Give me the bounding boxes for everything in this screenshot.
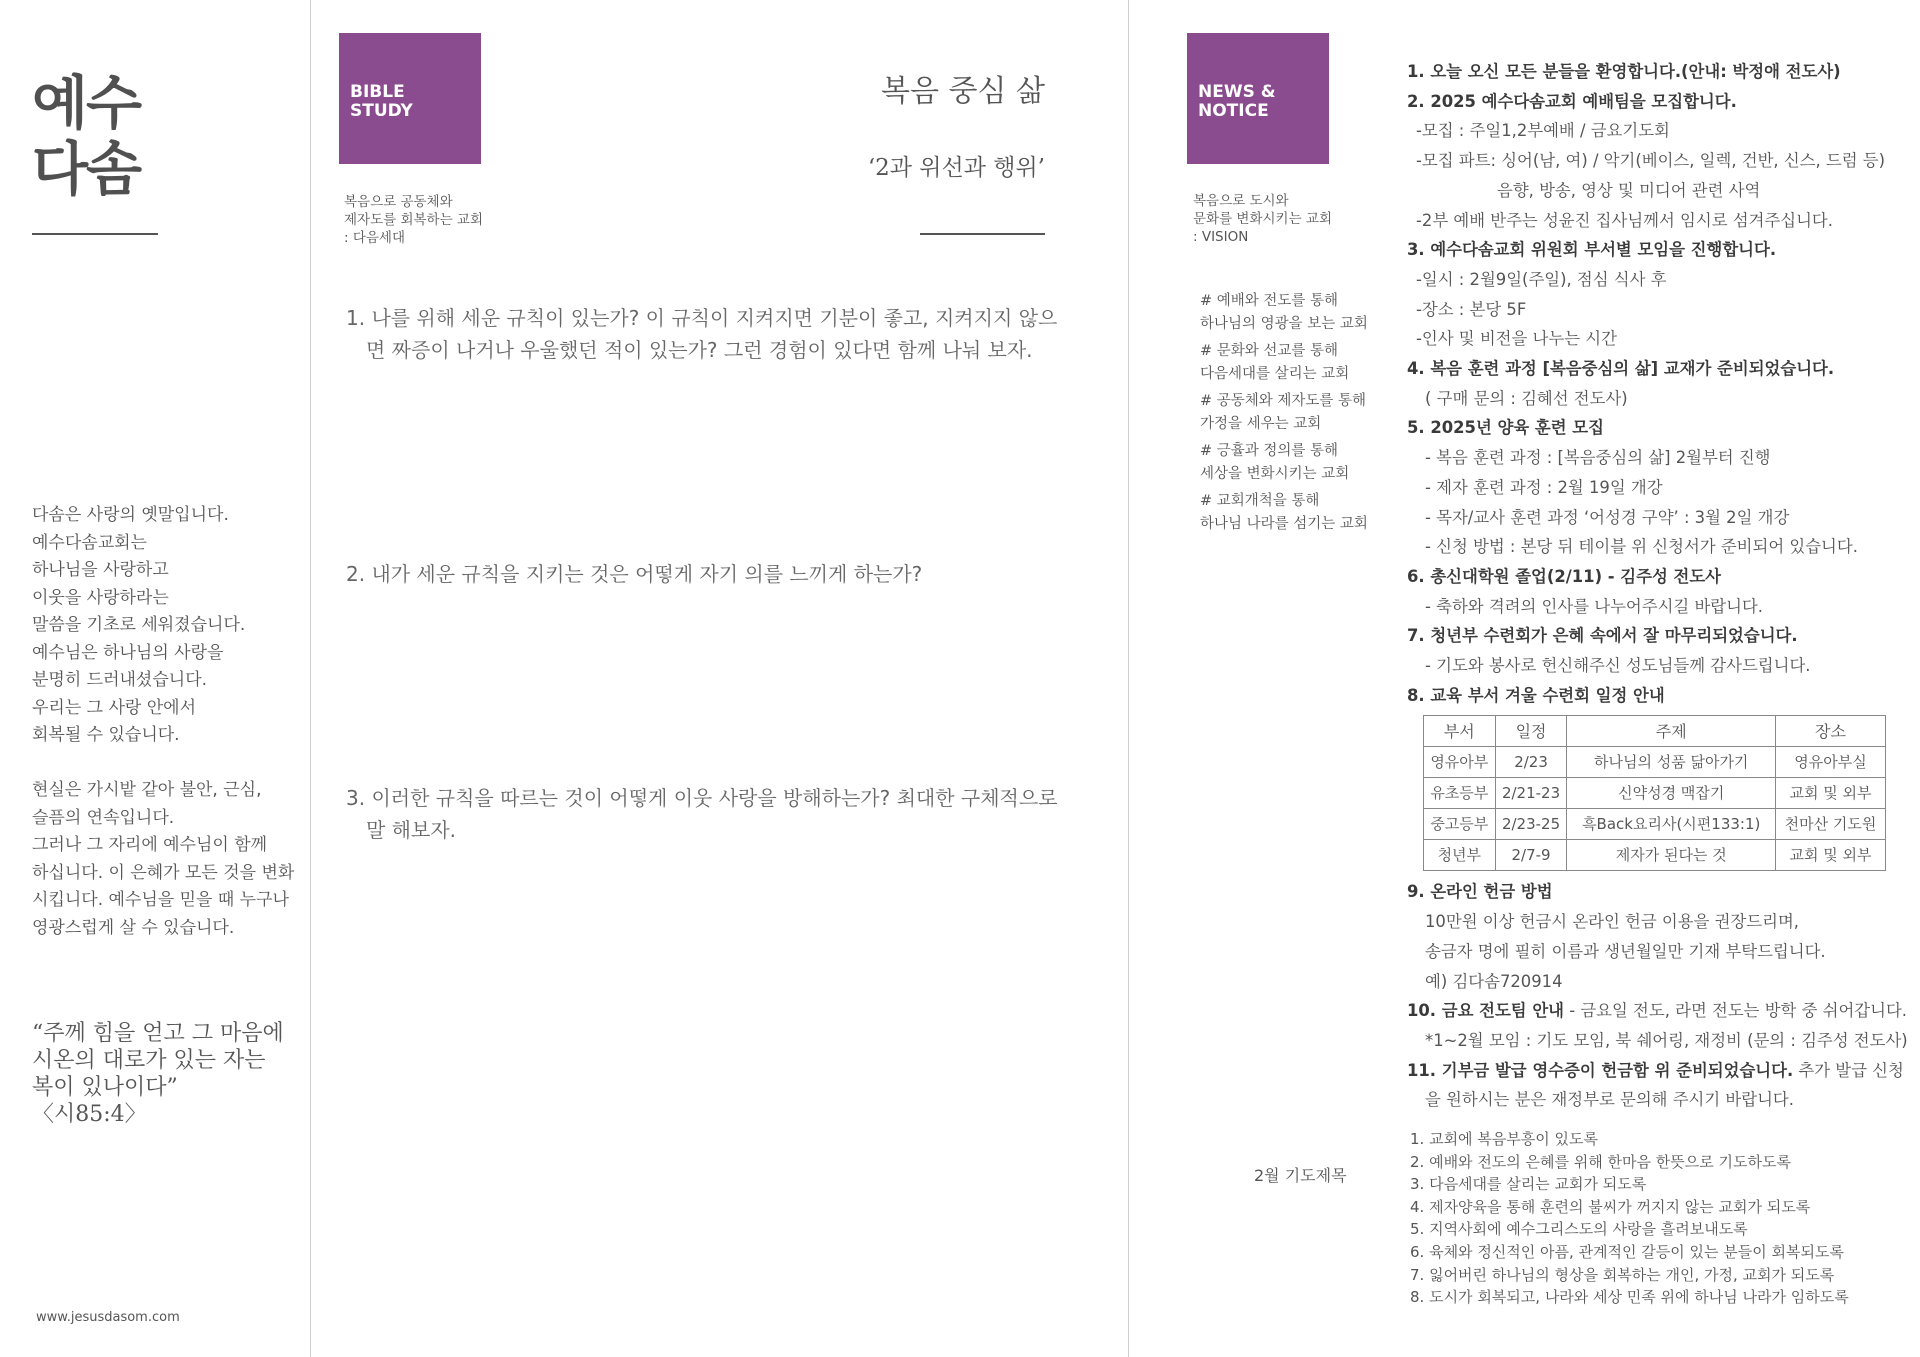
table-cell: 중고등부 <box>1424 809 1496 840</box>
subtitle-line: : 다음세대 <box>344 230 406 246</box>
notice-heading: 2. 2025 예수다솜교회 예배팀을 모집합니다. <box>1407 91 1737 111</box>
badge-line-1: BIBLE <box>350 82 405 102</box>
vision-line: # 공동체와 제자도를 통해 <box>1200 393 1367 409</box>
table-cell: 2/23-25 <box>1495 809 1567 840</box>
brand-line-2: 다솜 <box>32 135 141 203</box>
subtitle-line: 제자도를 회복하는 교회 <box>344 212 483 228</box>
intro-line: 그러나 그 자리에 예수님이 함께 <box>32 835 268 855</box>
vision-line: 세상을 변화시키는 교회 <box>1200 466 1350 482</box>
table-cell: 흑Back요리사(시편133:1) <box>1567 809 1775 840</box>
table-row <box>1424 778 1886 809</box>
notice-detail: - 기도와 봉사로 헌신해주신 성도님들께 감사드립니다. <box>1425 656 1811 676</box>
prayer-topic: 6. 육체와 정신적인 아픔, 관계적인 갈등이 있는 분들이 회복되도록 <box>1410 1242 1844 1261</box>
table-cell: 영유아부 <box>1424 747 1496 778</box>
verse-reference: 〈시85:4〉 <box>32 1102 147 1127</box>
intro-line: 분명히 드러내셨습니다. <box>32 670 208 690</box>
table-cell: 2/21-23 <box>1495 778 1567 809</box>
table-cell: 하나님의 성품 닮아가기 <box>1567 747 1775 778</box>
prayer-topic: 1. 교회에 복음부흥이 있도록 <box>1410 1130 1599 1148</box>
badge-line-2: STUDY <box>350 101 413 121</box>
notice-heading: 1. 오늘 오신 모든 분들을 환영합니다.(안내: 박정애 전도사) <box>1407 62 1841 81</box>
notice-group-a <box>1407 57 1899 710</box>
study-question-3: 3. 이러한 규칙을 따르는 것이 어떻게 이웃 사랑을 방해하는가? 최대한 구체적으로 말 해보자. <box>346 786 1058 842</box>
table-header-cell: 장소 <box>1775 716 1885 747</box>
table-row <box>1424 809 1886 840</box>
badge-line-2: NOTICE <box>1198 101 1269 121</box>
notice-group-b <box>1407 877 1908 1115</box>
table-header-row <box>1424 716 1886 747</box>
notice-heading: 3. 예수다솜교회 위원회 부서별 모임을 진행합니다. <box>1407 240 1777 260</box>
study-question-1: 1. 나를 위해 세운 규칙이 있는가? 이 규칙이 지켜지면 기분이 좋고, 지켜지지 않으면 짜증이 나거나 우울했던 적이 있는가? 그런 경험이 있다면 함께 나눠 보자. <box>346 306 1058 362</box>
verse-line: 복이 있나이다” <box>32 1075 178 1100</box>
notice-detail: ( 구매 문의 : 김혜선 전도사) <box>1425 388 1628 408</box>
intro-paragraph-2 <box>32 777 294 942</box>
table-header-cell: 주제 <box>1567 716 1775 747</box>
table-cell: 2/23 <box>1495 747 1567 778</box>
news-subtitle <box>1193 192 1332 246</box>
vision-line: # 긍휼과 정의를 통해 <box>1200 443 1339 459</box>
notice-detail: - 목자/교사 훈련 과정 ‘어성경 구약’ : 3월 2일 개강 <box>1425 507 1790 527</box>
study-title: 복음 중심 삶 <box>881 74 1045 109</box>
scripture-quote <box>32 1020 284 1128</box>
intro-line: 우리는 그 사랑 안에서 <box>32 697 197 718</box>
notice-text: - 금요일 전도, 라면 전도는 방학 중 쉬어갑니다. <box>1564 1001 1908 1021</box>
notice-text: 추가 발급 신청 <box>1793 1060 1904 1080</box>
intro-line: 이웃을 사랑하라는 <box>32 587 169 608</box>
verse-line: 시온의 대로가 있는 자는 <box>32 1048 266 1073</box>
intro-line: 슬픔의 연속입니다. <box>32 807 175 828</box>
prayer-topic: 8. 도시가 회복되고, 나라와 세상 민족 위에 하나님 나라가 임하도록 <box>1410 1288 1849 1307</box>
vision-line: 하나님의 영광을 보는 교회 <box>1200 316 1368 332</box>
notice-heading: 4. 복음 훈련 과정 [복음중심의 삶] 교재가 준비되었습니다. <box>1407 359 1835 379</box>
verse-line: “주께 힘을 얻고 그 마음에 <box>32 1021 284 1046</box>
subtitle-line: : VISION <box>1193 229 1249 245</box>
prayer-topics-list <box>1410 1128 1849 1309</box>
church-introduction <box>32 502 294 970</box>
notice-detail: 예) 김다솜720914 <box>1425 971 1563 991</box>
notice-detail: - 신청 방법 : 본당 뒤 테이블 위 신청서가 준비되어 있습니다. <box>1425 537 1858 557</box>
study-question-2: 2. 내가 세운 규칙을 지키는 것은 어떻게 자기 의를 느끼게 하는가? <box>346 562 923 586</box>
notice-detail: -모집 파트: 싱어(남, 여) / 악기(베이스, 일렉, 건반, 신스, 드럼 등) <box>1416 151 1886 171</box>
website-url[interactable]: www.jesusdasom.com <box>36 1310 180 1325</box>
brand-line-1: 예수 <box>32 69 141 137</box>
prayer-topic: 7. 잃어버린 하나님의 형상을 회복하는 개인, 가정, 교회가 되도록 <box>1410 1265 1835 1284</box>
vision-item <box>1200 290 1368 336</box>
table-header-cell: 부서 <box>1424 716 1496 747</box>
intro-line: 예수다솜교회는 <box>32 532 147 553</box>
church-brand-title <box>32 70 140 202</box>
table-cell: 교회 및 외부 <box>1775 778 1885 809</box>
notice-heading: 5. 2025년 양육 훈련 모집 <box>1407 418 1604 438</box>
table-cell: 유초등부 <box>1424 778 1496 809</box>
table-row <box>1424 840 1886 871</box>
table-header-cell: 일정 <box>1495 716 1567 747</box>
notice-detail: 송금자 명에 필히 이름과 생년월일만 기재 부탁드립니다. <box>1425 941 1826 961</box>
intro-line: 현실은 가시밭 같아 불안, 근심, <box>32 780 262 800</box>
intro-line: 다솜은 사랑의 옛말입니다. <box>32 505 229 525</box>
table-cell: 2/7-9 <box>1495 840 1567 871</box>
table-cell: 영유아부실 <box>1775 747 1885 778</box>
notice-heading: 10. 금요 전도팀 안내 <box>1407 1001 1564 1021</box>
table-cell: 천마산 기도원 <box>1775 809 1885 840</box>
study-title-divider <box>920 233 1045 235</box>
vision-line: # 예배와 전도를 통해 <box>1200 293 1339 309</box>
notice-detail: - 복음 훈련 과정 : [복음중심의 삶] 2월부터 진행 <box>1425 448 1771 468</box>
prayer-topics-label: 2월 기도제목 <box>1254 1166 1347 1185</box>
panel-divider-right <box>1128 0 1129 1357</box>
subtitle-line: 복음으로 도시와 <box>1193 193 1289 209</box>
notice-list <box>1407 57 1908 1115</box>
intro-line: 회복될 수 있습니다. <box>32 725 180 745</box>
intro-line: 예수님은 하나님의 사랑을 <box>32 642 224 663</box>
notice-heading: 7. 청년부 수련회가 은혜 속에서 잘 마무리되었습니다. <box>1407 626 1798 646</box>
intro-line: 말씀을 기초로 세워졌습니다. <box>32 615 246 635</box>
vision-line: 다음세대를 살리는 교회 <box>1200 366 1350 382</box>
notice-detail: -2부 예배 반주는 성윤진 집사님께서 임시로 섬겨주십니다. <box>1416 210 1833 230</box>
notice-heading: 8. 교육 부서 겨울 수련회 일정 안내 <box>1407 685 1665 705</box>
panel-divider-left <box>310 0 311 1357</box>
notice-detail: -일시 : 2월9일(주일), 점심 식사 후 <box>1416 269 1667 289</box>
badge-line-1: NEWS & <box>1198 82 1276 102</box>
table-body <box>1424 747 1886 871</box>
notice-item <box>1407 1056 1904 1086</box>
table-cell: 청년부 <box>1424 840 1496 871</box>
notice-detail: - 축하와 격려의 인사를 나누어주시길 바랍니다. <box>1425 596 1764 616</box>
intro-line: 하십니다. 이 은혜가 모든 것을 변화 <box>32 862 295 883</box>
bible-study-badge <box>339 33 481 164</box>
notice-detail: -인사 및 비전을 나누는 시간 <box>1416 329 1617 349</box>
brand-divider <box>32 233 158 235</box>
notice-heading: 9. 온라인 헌금 방법 <box>1407 882 1553 902</box>
vision-line: 하나님 나라를 섬기는 교회 <box>1200 516 1368 532</box>
notice-heading: 6. 총신대학원 졸업(2/11) - 김주성 전도사 <box>1407 566 1721 586</box>
table-cell: 교회 및 외부 <box>1775 840 1885 871</box>
notice-heading: 11. 기부금 발급 영수증이 헌금함 위 준비되었습니다. <box>1407 1060 1794 1080</box>
news-notice-badge <box>1187 33 1329 164</box>
vision-item <box>1200 390 1368 436</box>
vision-item <box>1200 440 1368 486</box>
intro-line: 하나님을 사랑하고 <box>32 560 169 580</box>
notice-detail: 10만원 이상 헌금시 온라인 헌금 이용을 권장드리며, <box>1425 912 1799 932</box>
vision-line: # 교회개척을 통해 <box>1200 493 1320 509</box>
notice-detail: *1~2월 모임 : 기도 모임, 북 쉐어링, 재정비 (문의 : 김주성 전도사) <box>1425 1030 1908 1050</box>
notice-detail: -모집 : 주일1,2부예배 / 금요기도회 <box>1416 121 1670 141</box>
intro-line: 시킵니다. 예수님을 믿을 때 누구나 <box>32 890 289 910</box>
vision-line: 가정을 세우는 교회 <box>1200 416 1322 432</box>
vision-item <box>1200 340 1368 386</box>
intro-paragraph-1 <box>32 502 294 750</box>
table-cell: 신약성경 맥잡기 <box>1567 778 1775 809</box>
notice-detail: 을 원하시는 분은 재정부로 문의해 주시기 바랍니다. <box>1425 1090 1794 1110</box>
notice-detail: 음향, 방송, 영상 및 미디어 관련 사역 <box>1497 180 1761 200</box>
subtitle-line: 복음으로 공동체와 <box>344 194 453 210</box>
study-lesson: ‘2과 위선과 행위’ <box>867 155 1045 181</box>
table-row <box>1424 747 1886 778</box>
vision-line: # 문화와 선교를 통해 <box>1200 343 1339 359</box>
intro-line: 영광스럽게 살 수 있습니다. <box>32 917 235 938</box>
notice-item <box>1407 996 1908 1026</box>
prayer-topic: 5. 지역사회에 예수그리스도의 사랑을 흘려보내도록 <box>1410 1220 1748 1239</box>
table-cell: 제자가 된다는 것 <box>1567 840 1775 871</box>
prayer-topic: 3. 다음세대를 살리는 교회가 되도록 <box>1410 1175 1647 1194</box>
bible-study-subtitle <box>344 193 483 247</box>
notice-detail: - 제자 훈련 과정 : 2월 19일 개강 <box>1425 477 1663 497</box>
subtitle-line: 문화를 변화시키는 교회 <box>1193 211 1332 227</box>
vision-item <box>1200 490 1368 536</box>
notice-detail: -장소 : 본당 5F <box>1416 299 1527 319</box>
prayer-topic: 4. 제자양육을 통해 훈련의 불씨가 꺼지지 않는 교회가 되도록 <box>1410 1197 1811 1216</box>
vision-list <box>1200 290 1368 540</box>
retreat-schedule-table <box>1423 715 1886 871</box>
prayer-topic: 2. 예배와 전도의 은혜를 위해 한마음 한뜻으로 기도하도록 <box>1410 1152 1791 1171</box>
